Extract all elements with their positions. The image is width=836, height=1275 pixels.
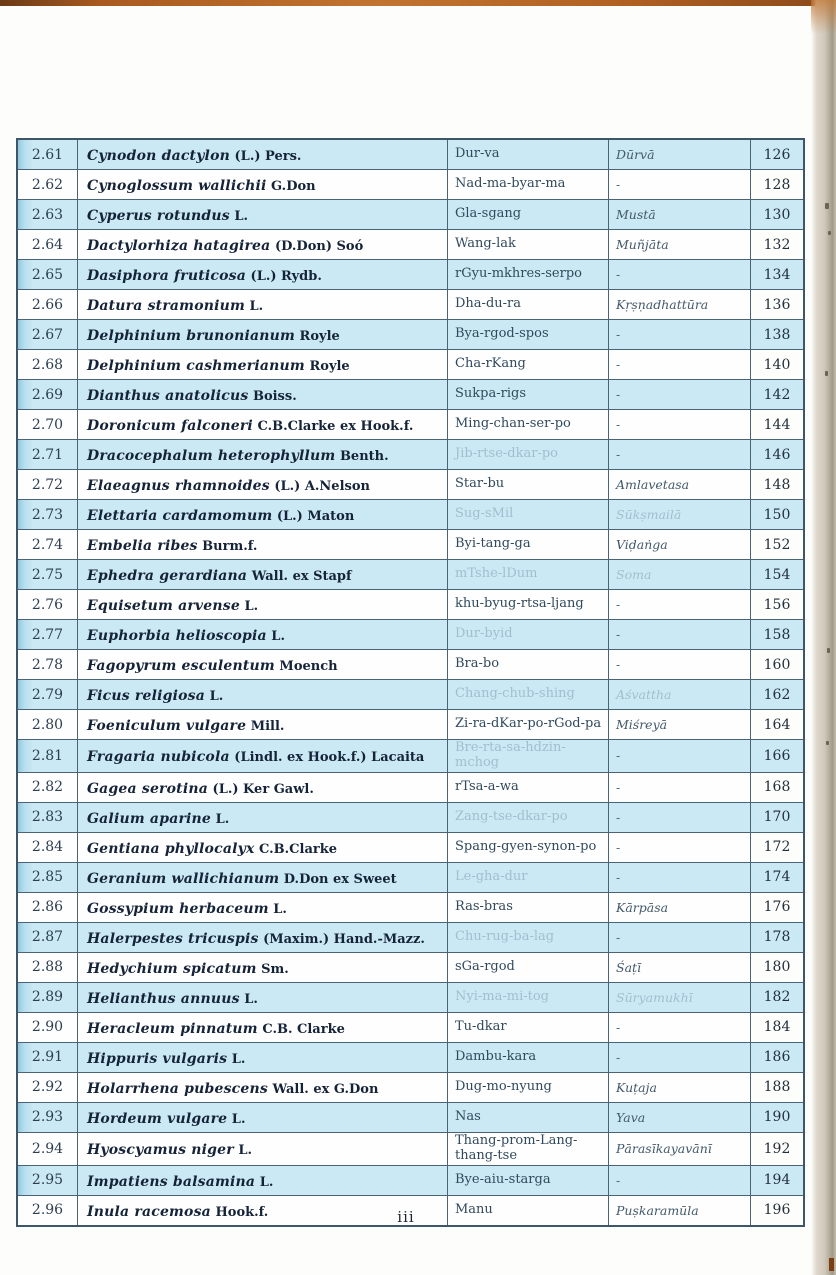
sanskrit-name-cell: - bbox=[609, 440, 751, 470]
page-number-cell: 158 bbox=[751, 620, 805, 650]
sanskrit-name-cell: - bbox=[609, 260, 751, 290]
botanical-binomial: Galium aparine bbox=[87, 810, 212, 827]
table-row bbox=[17, 350, 804, 380]
sanskrit-name-cell: - bbox=[609, 772, 751, 802]
table-row bbox=[17, 922, 804, 952]
page-number-cell: 184 bbox=[751, 1012, 805, 1042]
tibetan-name-cell: Cha-rKang bbox=[448, 350, 609, 380]
page-number-cell: 194 bbox=[751, 1165, 805, 1195]
tibetan-name-cell: Bra-bo bbox=[448, 650, 609, 680]
page-number-cell: 138 bbox=[751, 320, 805, 350]
botanical-authority: Boiss. bbox=[248, 389, 297, 404]
botanical-authority: C.B.Clarke ex Hook.f. bbox=[252, 419, 414, 434]
tibetan-name-cell: rGyu-mkhres-serpo bbox=[448, 260, 609, 290]
botanical-name-cell bbox=[78, 380, 448, 410]
sanskrit-name-cell: - bbox=[609, 922, 751, 952]
botanical-binomial: Delphinium cashmerianum bbox=[87, 358, 305, 374]
tibetan-name-cell: Nyi-ma-mi-tog bbox=[448, 982, 609, 1012]
sanskrit-name-cell: Śaṭī bbox=[609, 952, 751, 982]
tibetan-name-cell: Sukpa-rigs bbox=[448, 380, 609, 410]
serial-number-cell: 2.66 bbox=[17, 290, 78, 320]
sanskrit-name-cell: - bbox=[609, 380, 751, 410]
botanical-name-cell bbox=[78, 952, 448, 982]
serial-number-cell: 2.87 bbox=[17, 922, 78, 952]
botanical-name-cell bbox=[78, 802, 448, 832]
botanical-authority: Royle bbox=[304, 359, 350, 374]
serial-number-cell: 2.86 bbox=[17, 892, 78, 922]
page-number-cell: 152 bbox=[751, 530, 805, 560]
botanical-authority: (D.Don) Soó bbox=[270, 239, 364, 254]
tibetan-name-cell: Dha-du-ra bbox=[448, 290, 609, 320]
botanical-binomial: Cynoglossum wallichii bbox=[87, 178, 267, 194]
tibetan-name-cell: Gla-sgang bbox=[448, 200, 609, 230]
botanical-name-cell bbox=[78, 922, 448, 952]
serial-number-cell: 2.64 bbox=[17, 230, 78, 260]
botanical-authority: C.B.Clarke bbox=[254, 841, 338, 857]
botanical-binomial: Heracleum pinnatum bbox=[87, 1020, 258, 1037]
page-number-cell: 154 bbox=[751, 560, 805, 590]
botanical-name-cell bbox=[78, 530, 448, 560]
botanical-name-cell bbox=[78, 350, 448, 380]
tibetan-name-cell: Bya-rgod-spos bbox=[448, 320, 609, 350]
botanical-authority: L. bbox=[255, 1174, 274, 1190]
botanical-name-cell bbox=[78, 470, 448, 500]
serial-number-cell: 2.70 bbox=[17, 410, 78, 440]
scan-speck bbox=[827, 648, 830, 653]
botanical-authority: (L.) Ker Gawl. bbox=[208, 781, 314, 797]
botanical-authority: L. bbox=[268, 901, 287, 917]
botanical-binomial: Delphinium brunonianum bbox=[87, 328, 296, 344]
serial-number-cell: 2.76 bbox=[17, 590, 78, 620]
page-number-cell: 126 bbox=[751, 139, 805, 170]
botanical-name-cell bbox=[78, 1012, 448, 1042]
serial-number-cell: 2.65 bbox=[17, 260, 78, 290]
scan-speck bbox=[826, 741, 829, 745]
botanical-name-cell bbox=[78, 139, 448, 170]
scan-corner-mark bbox=[829, 1258, 834, 1271]
botanical-authority: (Maxim.) Hand.-Mazz. bbox=[258, 931, 425, 947]
botanical-authority: (Lindl. ex Hook.f.) Lacaita bbox=[229, 750, 425, 766]
page-number-cell: 128 bbox=[751, 170, 805, 200]
botanical-authority: L. bbox=[205, 689, 224, 704]
sanskrit-name-cell: Dūrvā bbox=[609, 139, 751, 170]
botanical-authority: G.Don bbox=[266, 179, 316, 194]
sanskrit-name-cell: - bbox=[609, 1012, 751, 1042]
serial-number-cell: 2.85 bbox=[17, 862, 78, 892]
botanical-authority: L. bbox=[229, 209, 249, 224]
serial-number-cell: 2.89 bbox=[17, 982, 78, 1012]
botanical-authority: L. bbox=[245, 299, 264, 314]
botanical-name-cell bbox=[78, 1102, 448, 1132]
sanskrit-name-cell: - bbox=[609, 1165, 751, 1195]
botanical-authority: D.Don ex Sweet bbox=[279, 871, 397, 887]
table-row bbox=[17, 230, 804, 260]
table-row bbox=[17, 1072, 804, 1102]
page-number-cell: 196 bbox=[751, 1195, 805, 1226]
botanical-name-cell bbox=[78, 862, 448, 892]
botanical-binomial: Elettaria cardamomum bbox=[87, 508, 273, 524]
serial-number-cell: 2.61 bbox=[17, 139, 78, 170]
botanical-name-cell bbox=[78, 260, 448, 290]
plant-index-table bbox=[16, 138, 805, 1227]
serial-number-cell: 2.74 bbox=[17, 530, 78, 560]
tibetan-name-cell: Jib-rtse-dkar-po bbox=[448, 440, 609, 470]
botanical-binomial: Geranium wallichianum bbox=[87, 870, 280, 887]
table-row bbox=[17, 710, 804, 740]
botanical-authority: L. bbox=[227, 1051, 246, 1067]
sanskrit-name-cell: - bbox=[609, 862, 751, 892]
botanical-name-cell bbox=[78, 1072, 448, 1102]
botanical-authority: L. bbox=[211, 811, 230, 827]
botanical-authority: L. bbox=[233, 1143, 253, 1159]
page-number-cell: 178 bbox=[751, 922, 805, 952]
botanical-binomial: Dianthus anatolicus bbox=[87, 388, 249, 404]
botanical-binomial: Euphorbia helioscopia bbox=[87, 628, 267, 644]
page-number-cell: 140 bbox=[751, 350, 805, 380]
tibetan-name-cell: Dambu-kara bbox=[448, 1042, 609, 1072]
serial-number-cell: 2.80 bbox=[17, 710, 78, 740]
table-row bbox=[17, 1012, 804, 1042]
sanskrit-name-cell: Mustā bbox=[609, 200, 751, 230]
tibetan-name-cell: Star-bu bbox=[448, 470, 609, 500]
sanskrit-name-cell: Puṣkaramūla bbox=[609, 1195, 751, 1226]
tibetan-name-cell: sGa-rgod bbox=[448, 952, 609, 982]
botanical-authority: (L.) Maton bbox=[272, 509, 355, 524]
sanskrit-name-cell: Miśreyā bbox=[609, 710, 751, 740]
page-number-cell: 148 bbox=[751, 470, 805, 500]
tibetan-name-cell: Wang-lak bbox=[448, 230, 609, 260]
botanical-name-cell bbox=[78, 500, 448, 530]
botanical-name-cell bbox=[78, 560, 448, 590]
page-number-cell: 168 bbox=[751, 772, 805, 802]
botanical-binomial: Dactylorhiza hatagirea bbox=[87, 238, 271, 254]
table-row bbox=[17, 500, 804, 530]
serial-number-cell: 2.72 bbox=[17, 470, 78, 500]
tibetan-name-cell: Le-gha-dur bbox=[448, 862, 609, 892]
botanical-authority: (L.) Pers. bbox=[230, 149, 302, 164]
tibetan-name-cell: Chu-rug-ba-lag bbox=[448, 922, 609, 952]
botanical-name-cell bbox=[78, 200, 448, 230]
botanical-name-cell bbox=[78, 680, 448, 710]
botanical-binomial: Hyoscyamus niger bbox=[87, 1142, 234, 1159]
tibetan-name-cell: Bye-aiu-starga bbox=[448, 1165, 609, 1195]
tibetan-name-cell: Dur-byid bbox=[448, 620, 609, 650]
table-row bbox=[17, 892, 804, 922]
serial-number-cell: 2.94 bbox=[17, 1132, 78, 1165]
botanical-authority: L. bbox=[239, 599, 259, 614]
sanskrit-name-cell: - bbox=[609, 620, 751, 650]
table-row bbox=[17, 862, 804, 892]
page-number-cell: 164 bbox=[751, 710, 805, 740]
table-row bbox=[17, 650, 804, 680]
table-row bbox=[17, 200, 804, 230]
botanical-name-cell bbox=[78, 982, 448, 1012]
botanical-authority: Benth. bbox=[335, 449, 389, 464]
serial-number-cell: 2.75 bbox=[17, 560, 78, 590]
botanical-name-cell bbox=[78, 440, 448, 470]
sanskrit-name-cell: - bbox=[609, 650, 751, 680]
botanical-name-cell bbox=[78, 740, 448, 773]
tibetan-name-cell: mTshe-lDum bbox=[448, 560, 609, 590]
serial-number-cell: 2.92 bbox=[17, 1072, 78, 1102]
table-row bbox=[17, 560, 804, 590]
botanical-name-cell bbox=[78, 710, 448, 740]
botanical-name-cell bbox=[78, 1042, 448, 1072]
botanical-binomial: Dracocephalum heterophyllum bbox=[87, 448, 336, 464]
botanical-binomial: Ficus religiosa bbox=[87, 688, 206, 704]
botanical-authority: Royle bbox=[295, 329, 340, 344]
botanical-binomial: Inula racemosa bbox=[87, 1203, 211, 1220]
sanskrit-name-cell: Aśvattha bbox=[609, 680, 751, 710]
sanskrit-name-cell: - bbox=[609, 590, 751, 620]
botanical-binomial: Gossypium herbaceum bbox=[87, 900, 269, 917]
tibetan-name-cell: rTsa-a-wa bbox=[448, 772, 609, 802]
botanical-authority: L. bbox=[239, 991, 258, 1007]
page-number-cell: 166 bbox=[751, 740, 805, 773]
sanskrit-name-cell: - bbox=[609, 1042, 751, 1072]
page-number-footer: iii bbox=[397, 1208, 415, 1226]
sanskrit-name-cell: - bbox=[609, 410, 751, 440]
table-row bbox=[17, 1042, 804, 1072]
botanical-binomial: Elaeagnus rhamnoides bbox=[87, 478, 270, 494]
page-number-cell: 160 bbox=[751, 650, 805, 680]
page-number-cell: 170 bbox=[751, 802, 805, 832]
botanical-binomial: Hippuris vulgaris bbox=[87, 1050, 228, 1067]
tibetan-name-cell: Dur-va bbox=[448, 139, 609, 170]
book-page-edge bbox=[811, 0, 836, 1275]
botanical-authority: Hook.f. bbox=[210, 1204, 269, 1220]
botanical-name-cell bbox=[78, 650, 448, 680]
tibetan-name-cell: Thang-prom-Lang-thang-tse bbox=[448, 1132, 609, 1165]
tibetan-name-cell: Dug-mo-nyung bbox=[448, 1072, 609, 1102]
botanical-binomial: Gentiana phyllocalyx bbox=[87, 840, 255, 857]
page-number-cell: 180 bbox=[751, 952, 805, 982]
tibetan-name-cell: Tu-dkar bbox=[448, 1012, 609, 1042]
sanskrit-name-cell: Sūkṣmailā bbox=[609, 500, 751, 530]
serial-number-cell: 2.96 bbox=[17, 1195, 78, 1226]
sanskrit-name-cell: Sūryamukhī bbox=[609, 982, 751, 1012]
table-row bbox=[17, 1132, 804, 1165]
scan-speck bbox=[828, 231, 831, 235]
plant-table-body bbox=[17, 139, 804, 1226]
botanical-name-cell bbox=[78, 1132, 448, 1165]
page-number-cell: 192 bbox=[751, 1132, 805, 1165]
serial-number-cell: 2.71 bbox=[17, 440, 78, 470]
sanskrit-name-cell: Viḍaṅga bbox=[609, 530, 751, 560]
page-number-cell: 156 bbox=[751, 590, 805, 620]
serial-number-cell: 2.62 bbox=[17, 170, 78, 200]
page-number-cell: 176 bbox=[751, 892, 805, 922]
botanical-authority: Mill. bbox=[246, 719, 285, 734]
serial-number-cell: 2.84 bbox=[17, 832, 78, 862]
page-number-cell: 150 bbox=[751, 500, 805, 530]
tibetan-name-cell: Zi-ra-dKar-po-rGod-pa bbox=[448, 710, 609, 740]
sanskrit-name-cell: - bbox=[609, 832, 751, 862]
table-row bbox=[17, 260, 804, 290]
table-row bbox=[17, 470, 804, 500]
scan-speck bbox=[825, 203, 829, 209]
botanical-binomial: Datura stramonium bbox=[87, 298, 246, 314]
table-row bbox=[17, 139, 804, 170]
page-number-cell: 132 bbox=[751, 230, 805, 260]
page-number-cell: 186 bbox=[751, 1042, 805, 1072]
table-row bbox=[17, 832, 804, 862]
botanical-name-cell bbox=[78, 620, 448, 650]
serial-number-cell: 2.81 bbox=[17, 740, 78, 773]
botanical-authority: Wall. ex Stapf bbox=[247, 569, 352, 584]
page-number-cell: 172 bbox=[751, 832, 805, 862]
table-row bbox=[17, 680, 804, 710]
table-row bbox=[17, 620, 804, 650]
serial-number-cell: 2.95 bbox=[17, 1165, 78, 1195]
tibetan-name-cell: Ming-chan-ser-po bbox=[448, 410, 609, 440]
sanskrit-name-cell: Yava bbox=[609, 1102, 751, 1132]
botanical-binomial: Foeniculum vulgare bbox=[87, 718, 247, 734]
botanical-authority: C.B. Clarke bbox=[257, 1021, 345, 1037]
page-top-edge bbox=[0, 0, 836, 6]
table-row bbox=[17, 982, 804, 1012]
botanical-authority: (L.) Rydb. bbox=[246, 269, 322, 284]
page-number-cell: 144 bbox=[751, 410, 805, 440]
table-row bbox=[17, 802, 804, 832]
botanical-authority: L. bbox=[266, 629, 285, 644]
botanical-binomial: Hordeum vulgare bbox=[87, 1110, 228, 1127]
page-number-cell: 182 bbox=[751, 982, 805, 1012]
serial-number-cell: 2.67 bbox=[17, 320, 78, 350]
serial-number-cell: 2.78 bbox=[17, 650, 78, 680]
tibetan-name-cell: Nas bbox=[448, 1102, 609, 1132]
table-row bbox=[17, 952, 804, 982]
sanskrit-name-cell: Amlavetasa bbox=[609, 470, 751, 500]
serial-number-cell: 2.83 bbox=[17, 802, 78, 832]
table-row bbox=[17, 530, 804, 560]
table-row bbox=[17, 1102, 804, 1132]
table-row bbox=[17, 590, 804, 620]
sanskrit-name-cell: - bbox=[609, 802, 751, 832]
serial-number-cell: 2.73 bbox=[17, 500, 78, 530]
page-number-cell: 146 bbox=[751, 440, 805, 470]
table-row bbox=[17, 440, 804, 470]
sanskrit-name-cell: Pārasīkayavānī bbox=[609, 1132, 751, 1165]
botanical-binomial: Fragaria nubicola bbox=[87, 749, 230, 766]
botanical-name-cell bbox=[78, 832, 448, 862]
botanical-binomial: Embelia ribes bbox=[87, 538, 198, 554]
botanical-authority: (L.) A.Nelson bbox=[269, 479, 370, 494]
botanical-binomial: Doronicum falconeri bbox=[87, 418, 253, 434]
page-number-cell: 130 bbox=[751, 200, 805, 230]
sanskrit-name-cell: Muñjāta bbox=[609, 230, 751, 260]
table-row bbox=[17, 772, 804, 802]
sanskrit-name-cell: Kuṭaja bbox=[609, 1072, 751, 1102]
tibetan-name-cell: khu-byug-rtsa-ljang bbox=[448, 590, 609, 620]
botanical-name-cell bbox=[78, 170, 448, 200]
serial-number-cell: 2.88 bbox=[17, 952, 78, 982]
botanical-name-cell bbox=[78, 1165, 448, 1195]
botanical-authority: Wall. ex G.Don bbox=[267, 1081, 379, 1097]
botanical-name-cell bbox=[78, 590, 448, 620]
botanical-binomial: Halerpestes tricuspis bbox=[87, 930, 259, 947]
botanical-name-cell bbox=[78, 230, 448, 260]
tibetan-name-cell: Zang-tse-dkar-po bbox=[448, 802, 609, 832]
tibetan-name-cell: Chang-chub-shing bbox=[448, 680, 609, 710]
page-number-cell: 162 bbox=[751, 680, 805, 710]
tibetan-name-cell: Manu bbox=[448, 1195, 609, 1226]
botanical-binomial: Holarrhena pubescens bbox=[87, 1080, 268, 1097]
scan-speck bbox=[825, 371, 828, 376]
serial-number-cell: 2.82 bbox=[17, 772, 78, 802]
page-number-cell: 188 bbox=[751, 1072, 805, 1102]
botanical-authority: Sm. bbox=[256, 961, 289, 977]
botanical-name-cell bbox=[78, 410, 448, 440]
botanical-authority: Moench bbox=[274, 659, 338, 674]
table-row bbox=[17, 320, 804, 350]
serial-number-cell: 2.91 bbox=[17, 1042, 78, 1072]
botanical-name-cell bbox=[78, 290, 448, 320]
table-row bbox=[17, 290, 804, 320]
botanical-binomial: Impatiens balsamina bbox=[87, 1173, 256, 1190]
sanskrit-name-cell: - bbox=[609, 740, 751, 773]
tibetan-name-cell: Spang-gyen-synon-po bbox=[448, 832, 609, 862]
serial-number-cell: 2.90 bbox=[17, 1012, 78, 1042]
page-number-cell: 174 bbox=[751, 862, 805, 892]
sanskrit-name-cell: Kṛṣṇadhattūra bbox=[609, 290, 751, 320]
botanical-binomial: Equisetum arvense bbox=[87, 598, 240, 614]
table-row bbox=[17, 410, 804, 440]
tibetan-name-cell: Nad-ma-byar-ma bbox=[448, 170, 609, 200]
botanical-authority: Burm.f. bbox=[197, 539, 258, 554]
table-row bbox=[17, 380, 804, 410]
botanical-authority: L. bbox=[227, 1111, 246, 1127]
page-number-cell: 142 bbox=[751, 380, 805, 410]
sanskrit-name-cell: - bbox=[609, 350, 751, 380]
botanical-binomial: Fagopyrum esculentum bbox=[87, 658, 275, 674]
botanical-binomial: Cynodon dactylon bbox=[87, 148, 230, 164]
tibetan-name-cell: Bre-rta-sa-hdzin-mchog bbox=[448, 740, 609, 773]
tibetan-name-cell: Sug-sMil bbox=[448, 500, 609, 530]
botanical-name-cell bbox=[78, 772, 448, 802]
serial-number-cell: 2.77 bbox=[17, 620, 78, 650]
page-number-cell: 134 bbox=[751, 260, 805, 290]
table-row bbox=[17, 1165, 804, 1195]
page-number-cell: 190 bbox=[751, 1102, 805, 1132]
sanskrit-name-cell: - bbox=[609, 170, 751, 200]
sanskrit-name-cell: - bbox=[609, 320, 751, 350]
botanical-binomial: Cyperus rotundus bbox=[87, 208, 230, 224]
botanical-name-cell bbox=[78, 892, 448, 922]
tibetan-name-cell: Byi-tang-ga bbox=[448, 530, 609, 560]
serial-number-cell: 2.63 bbox=[17, 200, 78, 230]
serial-number-cell: 2.68 bbox=[17, 350, 78, 380]
botanical-binomial: Hedychium spicatum bbox=[87, 960, 257, 977]
table-row bbox=[17, 740, 804, 773]
tibetan-name-cell: Ras-bras bbox=[448, 892, 609, 922]
serial-number-cell: 2.79 bbox=[17, 680, 78, 710]
serial-number-cell: 2.69 bbox=[17, 380, 78, 410]
page-number-cell: 136 bbox=[751, 290, 805, 320]
botanical-binomial: Ephedra gerardiana bbox=[87, 568, 248, 584]
sanskrit-name-cell: Kārpāsa bbox=[609, 892, 751, 922]
botanical-binomial: Helianthus annuus bbox=[87, 990, 240, 1007]
table-row bbox=[17, 170, 804, 200]
botanical-name-cell bbox=[78, 320, 448, 350]
botanical-binomial: Dasiphora fruticosa bbox=[87, 268, 247, 284]
sanskrit-name-cell: Soma bbox=[609, 560, 751, 590]
botanical-binomial: Gagea serotina bbox=[87, 780, 209, 797]
serial-number-cell: 2.93 bbox=[17, 1102, 78, 1132]
